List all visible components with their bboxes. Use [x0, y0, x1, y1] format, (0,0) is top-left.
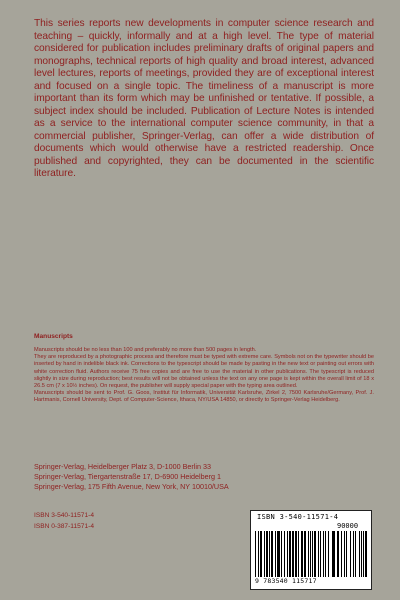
- publisher-addresses: [34, 462, 334, 493]
- manuscripts-heading: Manuscripts: [34, 333, 73, 340]
- manuscripts-paragraph: They are reproduced by a photographic process and therefore must be typed with extreme care. Symbols not on the typewriter should be inserted by hand in indelible black ink. Corrections to the typescript should be made by pasting in the new text or painting out errors with white correction fluid. Authors receive 75 free copies and are free to use the material in other publications. The typescript is reduced slightly in size during reproduction; best results will not be obtained unless the text on any one page is kept within the overall limit of 18 x 26.5 cm (7 x 10½ inches). On request, the publisher will supply special paper with the typing area outlined.: [34, 354, 374, 390]
- barcode-price-code: 90000: [337, 522, 359, 530]
- manuscripts-body: [34, 347, 374, 405]
- ean-barcode-icon: [255, 531, 335, 577]
- isbn-line: ISBN 0-387-11571-4: [34, 522, 94, 530]
- manuscripts-paragraph: Manuscripts should be no less than 100 and preferably no more than 500 pages in length.: [34, 347, 257, 353]
- series-description: This series reports new developments in computer science research and teaching – quickly, informally and at a high level. The type of material considered for publication includes preliminary drafts of original papers and monographs, technical reports of high quality and broad interest, advanced level lectures, reports of meetings, provided they are of exceptional interest and focused on a single topic. The timeliness of a manuscript is more important than its form which may be unfinished or tentative. If possible, a subject index should be included. Publication of Lecture Notes is intended as a service to the international computer science community, in that a commercial publisher, Springer-Verlag, can offer a wide distribution of documents which would otherwise have a restricted readership. Once published and copyrighted, they can be documented in the scientific literature.: [34, 18, 374, 179]
- barcode-digits: 9 783540 115717: [255, 577, 317, 585]
- manuscripts-section: [34, 333, 374, 405]
- address-line: Springer-Verlag, Tiergartenstraße 17, D-6900 Heidelberg 1: [34, 472, 221, 482]
- addon-barcode-icon: [337, 531, 367, 577]
- isbn-list: [34, 511, 94, 532]
- barcode-label: [250, 510, 372, 590]
- barcode-isbn: ISBN 3-540-11571-4: [257, 513, 339, 521]
- address-line: Springer-Verlag, Heidelberger Platz 3, D-1000 Berlin 33: [34, 462, 211, 471]
- manuscripts-paragraph: Manuscripts should be sent to Prof. G. Goos, Institut für Informatik, Universität Karlsruhe, Zirkel 2, 7500 Karlsruhe/Germany, Prof. J. Hartmanis, Cornell University, Dept. of Computer-Science, Ithaca, NY/USA 14850, or directly to Springer-Verlag Heidelberg.: [34, 390, 374, 404]
- address-line: Springer-Verlag, 175 Fifth Avenue, New York, NY 10010/USA: [34, 482, 229, 492]
- isbn-line: ISBN 3-540-11571-4: [34, 512, 94, 519]
